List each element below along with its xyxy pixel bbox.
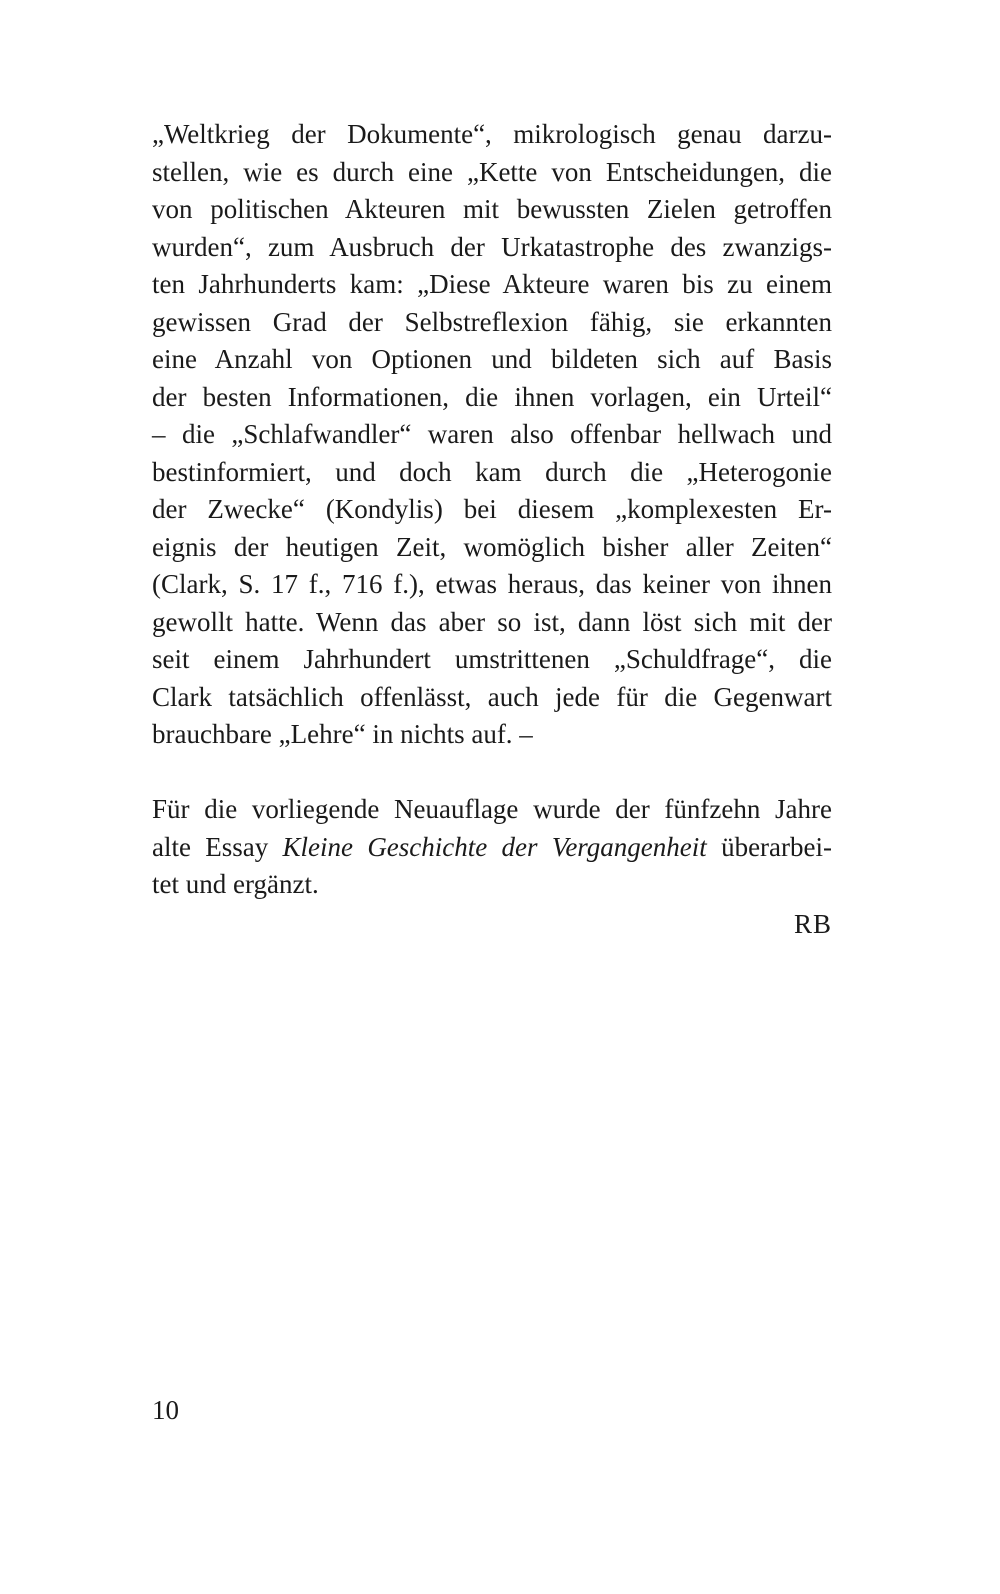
text-line: seit einem Jahrhundert umstrittenen „Schuldfrage“, die (152, 644, 832, 674)
text-line: Clark tatsächlich offenlässt, auch jede für die Gegenwart (152, 681, 832, 712)
paragraph-2 (152, 791, 832, 904)
text-line: Für die vorliegende Neuauflage wurde der fünfzehn Jahre (152, 794, 832, 824)
text-line: der Zwecke“ (Kondylis) bei diesem „komplexesten Er- (152, 494, 832, 524)
text-line: (Clark, S. 17 f., 716 f.), etwas heraus, das keiner von ihnen (152, 569, 832, 599)
essay-title: Kleine Geschichte der Vergangenheit (282, 831, 707, 862)
page-number: 10 (152, 1395, 179, 1425)
text-line: von politischen Akteuren mit bewussten Zielen getroffen (152, 194, 832, 224)
text-line: ten Jahrhunderts kam: „Diese Akteure waren bis zu einem (152, 269, 832, 299)
text-line: eignis der heutigen Zeit, womöglich bisher aller Zeiten“ (152, 531, 832, 562)
text-line: bestinformiert, und doch kam durch die „Heterogonie (152, 456, 832, 487)
text-line: brauchbare „Lehre“ in nichts auf. – (152, 719, 533, 749)
text-line: tet und ergänzt. (152, 869, 319, 899)
text-line: wurden“, zum Ausbruch der Urkatastrophe des zwanzigs- (152, 231, 832, 262)
text-fragment: alte Essay (152, 831, 283, 862)
text-fragment: überarbei- (706, 831, 832, 862)
text-line: gewissen Grad der Selbstreflexion fähig, sie erkannten (152, 306, 832, 337)
text-line: gewollt hatte. Wenn das aber so ist, dann löst sich mit der (152, 606, 832, 637)
text-line: stellen, wie es durch eine „Kette von Entscheidungen, die (152, 156, 832, 187)
text-line: eine Anzahl von Optionen und bildeten sich auf Basis (152, 344, 832, 374)
text-line-with-title (152, 829, 832, 867)
author-initials: RB (793, 909, 832, 939)
text-line: – die „Schlafwandler“ waren also offenbar hellwach und (152, 419, 832, 449)
paragraph-1 (152, 116, 832, 754)
text-line: der besten Informationen, die ihnen vorlagen, ein Urteil“ (152, 381, 832, 412)
text-line: „Weltkrieg der Dokumente“, mikrologisch genau darzu- (152, 119, 832, 149)
